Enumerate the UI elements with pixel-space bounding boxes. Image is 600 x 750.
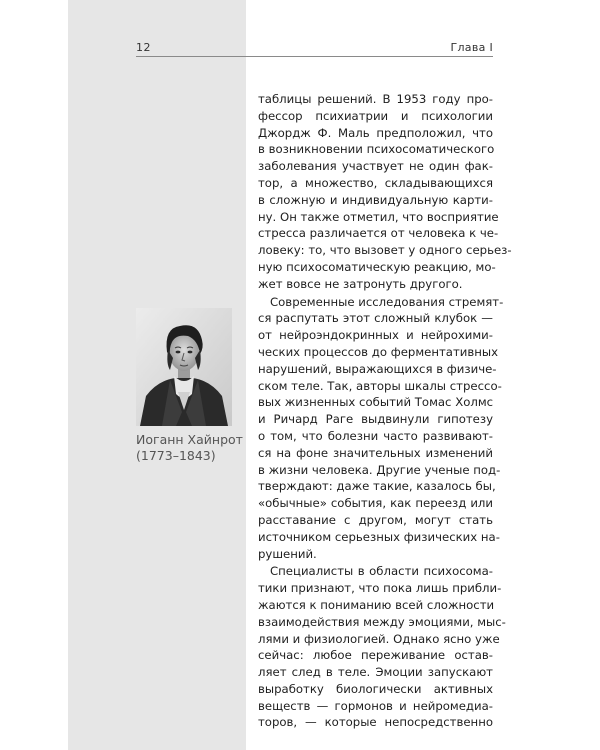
- text-line: о том, что болезни часто развивают-: [258, 428, 493, 443]
- text-line: ческих процессов до ферментативных: [258, 344, 499, 359]
- text-line: сейчас: любое переживание остав-: [258, 648, 493, 663]
- text-line: нарушений, выражающихся в физиче-: [258, 361, 497, 376]
- text-line: ском теле. Так, авторы шкалы стрессо-: [258, 378, 502, 393]
- text-line: тики признают, что пока лишь прибли-: [258, 581, 502, 596]
- text-line: расставание с другом, могут стать: [258, 512, 493, 527]
- text-line: тверждают: даже такие, казалось бы,: [258, 479, 496, 494]
- text-line: «обычные» события, как переезд или: [258, 496, 493, 511]
- text-line: рушений.: [258, 546, 317, 561]
- text-line: веществ — гормонов и нейромедиа-: [258, 698, 493, 713]
- text-line: ся распутать этот сложный клубок —: [258, 311, 493, 326]
- text-line: выработку биологически активных: [258, 681, 493, 696]
- text-line: ную психосоматическую реакцию, мо-: [258, 259, 496, 274]
- portrait-caption: [136, 432, 244, 464]
- text-line: стресса различается от человека к че-: [258, 226, 499, 241]
- text-line: жет вовсе не затронуть другого.: [258, 276, 463, 291]
- body-text: [258, 91, 512, 731]
- text-line: вых жизненных событий Томас Холмс: [258, 395, 494, 410]
- text-line: таблицы решений. В 1953 году про-: [258, 92, 493, 106]
- caption-years: (1773–1843): [136, 448, 216, 463]
- text-line: фессор психиатрии и психологии: [258, 108, 493, 123]
- text-line: ну. Он также отметил, что восприятие: [258, 209, 499, 224]
- text-line: Современные исследования стремят-: [270, 294, 504, 309]
- text-line: в жизни человека. Другие ученые под-: [258, 462, 501, 477]
- paragraph: [258, 563, 506, 731]
- text-line: лями и физиологией. Однако ясно уже: [258, 631, 500, 646]
- paragraph: [258, 294, 504, 563]
- text-line: ся на фоне значительных изменений: [258, 445, 493, 460]
- portrait-image: [136, 308, 232, 426]
- text-line: Джордж Ф. Маль предположил, что: [258, 125, 493, 140]
- text-line: и Ричард Раге выдвинули гипотезу: [258, 412, 493, 427]
- text-line: торов, — которые непосредственно: [258, 715, 493, 730]
- page-number: 12: [136, 41, 151, 54]
- paragraph: [258, 91, 512, 293]
- running-header-chapter: Глава I: [450, 41, 493, 54]
- text-line: в возникновении психосоматического: [258, 142, 495, 157]
- text-line: источником серьезных физических на-: [258, 529, 500, 544]
- text-line: взаимодействия между эмоциями, мыс-: [258, 614, 506, 629]
- text-line: тор, а множество, складывающихся: [258, 175, 493, 190]
- text-line: Специалисты в области психосома-: [270, 564, 493, 579]
- text-line: от нейроэндокринных и нейрохими-: [258, 328, 493, 343]
- header-rule: [136, 56, 493, 57]
- caption-name: Иоганн Хайнрот: [136, 432, 243, 447]
- text-line: заболевания участвует не один фак-: [258, 159, 493, 174]
- text-line: ляет след в теле. Эмоции запускают: [258, 665, 493, 680]
- text-line: в сложную и индивидуальную карти-: [258, 192, 493, 207]
- text-line: жаются к пониманию всей сложности: [258, 597, 495, 612]
- text-line: ловеку: то, что вызовет у одного серьез-: [258, 243, 512, 258]
